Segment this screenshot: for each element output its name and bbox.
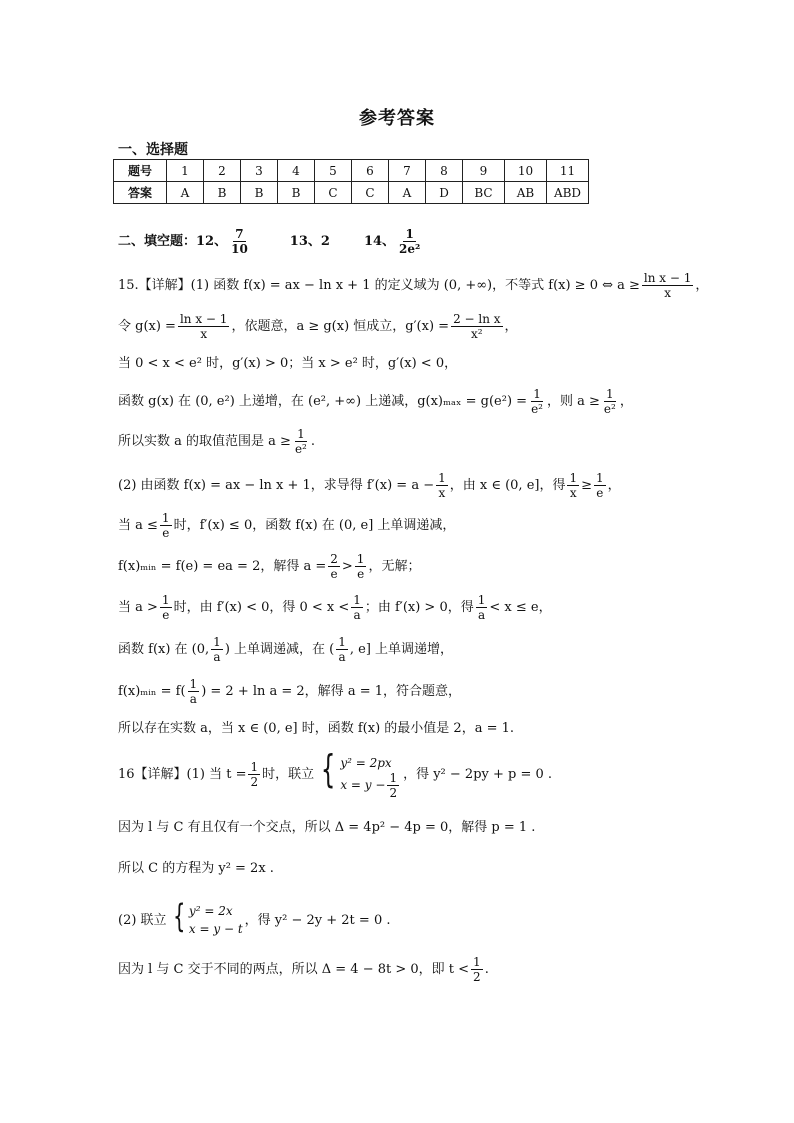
table-cell: A — [167, 182, 204, 204]
solution-line: 16【详解】(1) 当 t = $\frac{1}{2}$ 时，联立 { y² = 2px x = y − $\frac{1}{2}$ ，得 y² − 2py + p = 0 . — [118, 747, 553, 800]
table-cell: B — [278, 182, 315, 204]
solution-line: 所以实数 a 的取值范围是 a ≥ $\frac{1}{\text{e²}}$ . — [118, 427, 315, 456]
table-header-label: 题号 — [114, 160, 167, 182]
table-cell: 5 — [315, 160, 352, 182]
solution-line: 函数 g(x) 在 (0, e²) 上递增，在 (e², +∞) 上递减，g(x)ₘₐₓ = g(e²) = $\frac{1}{\text{e²}}$ ，则 a ≥ $\frac{1}{\text{e²}}$ ， — [118, 387, 633, 416]
table-cell: 4 — [278, 160, 315, 182]
solution-line: 函数 f(x) 在 (0, $\frac{1}{a}$ ) 上单调递减，在 ( $\frac{1}{a}$ , e] 上单调递增， — [118, 635, 454, 664]
table-cell: 3 — [241, 160, 278, 182]
q12-fraction: $\frac{7}{10}$ — [231, 227, 248, 256]
table-cell: 6 — [352, 160, 389, 182]
table-cell: C — [315, 182, 352, 204]
table-cell: ABD — [547, 182, 589, 204]
table-cell: A — [389, 182, 426, 204]
solution-line: 当 a ≤ $\frac{1}{e}$ 时，f′(x) ≤ 0，函数 f(x) 在 (0, e] 上单调递减， — [118, 511, 456, 540]
solution-line: 当 0 < x < e² 时，g′(x) > 0；当 x > e² 时，g′(x) < 0， — [118, 356, 458, 371]
section-choice-heading: 一、选择题 — [118, 142, 188, 158]
table-cell: B — [241, 182, 278, 204]
table-cell: BC — [463, 182, 505, 204]
solution-line: 因为 l 与 C 有且仅有一个交点，所以 Δ = 4p² − 4p = 0，解得 p = 1 . — [118, 820, 536, 835]
fill-in-answers — [118, 228, 424, 255]
table-cell: 2 — [204, 160, 241, 182]
table-cell: D — [426, 182, 463, 204]
solution-line: 所以 C 的方程为 y² = 2x . — [118, 861, 274, 876]
page-title: 参考答案 — [359, 108, 435, 129]
table-cell: 10 — [505, 160, 547, 182]
solution-line: 令 g(x) = $\frac{\text{ln x − 1}}{x}$ ，依题意，a ≥ g(x) 恒成立，g′(x) = $\frac{\text{2 − ln x}}{\text{x²}}$ ， — [118, 312, 518, 341]
solution-line: f(x)ₘᵢₙ = f( $\frac{1}{a}$ ) = 2 + ln a = 2，解得 a = 1，符合题意， — [118, 677, 461, 706]
table-cell: 1 — [167, 160, 204, 182]
table-cell: 7 — [389, 160, 426, 182]
equation-system: { y² = 2x x = y − t — [172, 897, 243, 936]
table-cell: 11 — [547, 160, 589, 182]
equation-system: { y² = 2px x = y − $\frac{1}{2}$ — [320, 747, 398, 800]
table-row-answers — [114, 182, 589, 204]
solution-line: 15.【详解】(1) 函数 f(x) = ax − ln x + 1 的定义域为 (0, +∞)，不等式 f(x) ≥ 0 ⇔ a ≥ $\frac{\text{ln x − 1}}{x}$ ， — [118, 271, 709, 300]
solution-line: (2) 由函数 f(x) = ax − ln x + 1，求导得 f′(x) = a − $\frac{1}{x}$ ，由 x ∈ (0, e]，得 $\frac{1}{x}$ ≥ $\frac{1}{e}$ ， — [118, 471, 621, 500]
q13-answer: 13、2 — [289, 234, 330, 249]
table-cell: B — [204, 182, 241, 204]
solution-line: f(x)ₘᵢₙ = f(e) = ea = 2，解得 a = $\frac{2}{e}$ > $\frac{1}{e}$ ，无解； — [118, 552, 421, 581]
table-cell: AB — [505, 182, 547, 204]
solution-line: 所以存在实数 a，当 x ∈ (0, e] 时，函数 f(x) 的最小值是 2，a = 1. — [118, 721, 515, 736]
q14-fraction: $\frac{1}{\text{2e²}}$ — [399, 227, 421, 256]
table-cell: 8 — [426, 160, 463, 182]
answer-table — [113, 159, 589, 204]
table-answer-label: 答案 — [114, 182, 167, 204]
solution-line: (2) 联立 { y² = 2x x = y − t ，得 y² − 2y + 2t = 0 . — [118, 897, 391, 936]
solution-line: 因为 l 与 C 交于不同的两点，所以 Δ = 4 − 8t > 0，即 t < $\frac{1}{2}$ . — [118, 955, 489, 984]
q14-label: 14、 — [363, 234, 396, 249]
table-cell: C — [352, 182, 389, 204]
table-row-numbers — [114, 160, 589, 182]
solution-line: 当 a > $\frac{1}{e}$ 时，由 f′(x) < 0，得 0 < x < $\frac{1}{a}$ ；由 f′(x) > 0，得 $\frac{1}{a}$ < x ≤ e， — [118, 593, 552, 622]
table-cell: 9 — [463, 160, 505, 182]
section-fill-heading: 二、填空题：12、 — [118, 234, 228, 249]
